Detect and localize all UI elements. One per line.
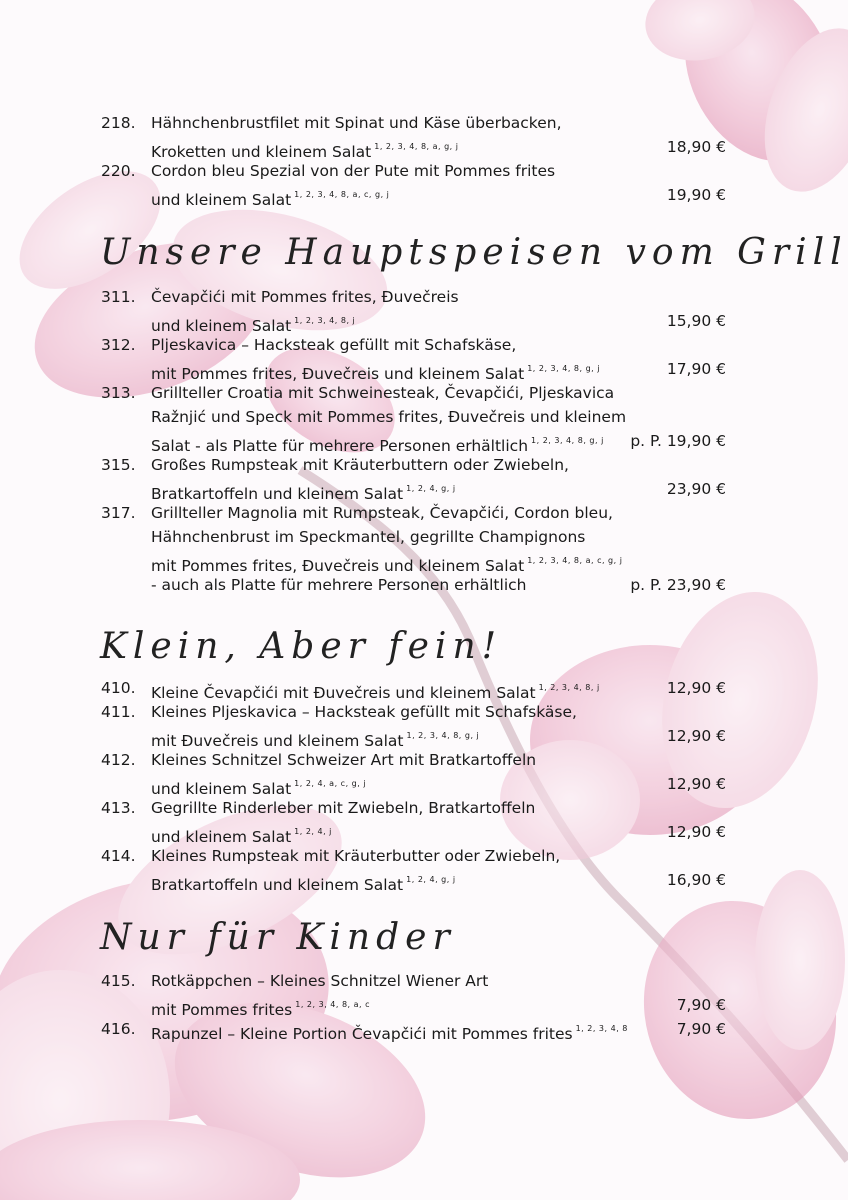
item-price: 15,90 € <box>666 312 726 330</box>
section-heading: Nur für Kinder <box>100 917 456 958</box>
item-price: 19,90 € <box>666 186 726 204</box>
item-number: 410. <box>101 679 136 697</box>
item-description-line: Gegrillte Rinderleber mit Zwiebeln, Bratkartoffeln <box>151 799 536 817</box>
item-price: 12,90 € <box>666 727 726 745</box>
item-description-line: mit Pommes frites, Đuvečreis und kleinem Salat $^{1, 2, 3, 4, 8, g, j}$ <box>151 364 600 383</box>
item-description-line: Bratkartoffeln und kleinem Salat $^{1, 2, 4, g, j}$ <box>151 484 456 503</box>
item-price: p. P. 23,90 € <box>630 576 726 594</box>
allergen-codes: 1, 2, 3, 4, 8, a, c, g, j <box>294 190 390 199</box>
allergen-codes: 1, 2, 4, a, c, g, j <box>294 779 367 788</box>
item-number: 416. <box>101 1020 136 1038</box>
item-description-line: Rotkäppchen – Kleines Schnitzel Wiener Art <box>151 972 489 990</box>
item-description-line: Kroketten und kleinem Salat $^{1, 2, 3, 4, 8, a, g, j}$ <box>151 142 459 161</box>
item-number: 311. <box>101 288 136 306</box>
allergen-codes: 1, 2, 3, 4, 8, j <box>538 683 600 692</box>
item-number: 317. <box>101 504 136 522</box>
item-description-line: und kleinem Salat $^{1, 2, 4, a, c, g, j}$ <box>151 779 367 798</box>
item-description-line: mit Pommes frites $^{1, 2, 3, 4, 8, a, c}$ <box>151 1000 371 1019</box>
item-description-line: Kleines Schnitzel Schweizer Art mit Bratkartoffeln <box>151 751 537 769</box>
allergen-codes: 1, 2, 3, 4, 8, g, j <box>406 731 480 740</box>
item-number: 412. <box>101 751 136 769</box>
item-number: 312. <box>101 336 136 354</box>
item-price: 16,90 € <box>666 871 726 889</box>
item-description-line: Kleines Rumpsteak mit Kräuterbutter oder Zwiebeln, <box>151 847 561 865</box>
allergen-codes: 1, 2, 4, g, j <box>406 875 456 884</box>
item-price: p. P. 19,90 € <box>630 432 726 450</box>
item-price: 12,90 € <box>666 775 726 793</box>
item-price: 12,90 € <box>666 679 726 697</box>
item-description-line: Ražnjić und Speck mit Pommes frites, Đuvečreis und kleinem <box>151 408 627 426</box>
allergen-codes: 1, 2, 4, g, j <box>406 484 456 493</box>
item-number: 220. <box>101 162 136 180</box>
item-description-line: Salat - als Platte für mehrere Personen erhältlich $^{1, 2, 3, 4, 8, g, j}$ <box>151 436 604 455</box>
item-number: 413. <box>101 799 136 817</box>
item-number: 411. <box>101 703 136 721</box>
item-price: 17,90 € <box>666 360 726 378</box>
item-description-line: Cordon bleu Spezial von der Pute mit Pommes frites <box>151 162 556 180</box>
item-description-line: und kleinem Salat $^{1, 2, 4, j}$ <box>151 827 332 846</box>
item-description-line: - auch als Platte für mehrere Personen erhältlich <box>151 576 527 594</box>
allergen-codes: 1, 2, 3, 4, 8 <box>575 1024 628 1033</box>
item-price: 7,90 € <box>676 1020 726 1038</box>
item-description-line: Bratkartoffeln und kleinem Salat $^{1, 2, 4, g, j}$ <box>151 875 456 894</box>
item-number: 415. <box>101 972 136 990</box>
item-description-line: Kleines Pljeskavica – Hacksteak gefüllt mit Schafskäse, <box>151 703 577 721</box>
item-number: 414. <box>101 847 136 865</box>
item-price: 18,90 € <box>666 138 726 156</box>
section-heading: Unsere Hauptspeisen vom Grill <box>100 232 848 273</box>
item-description-line: und kleinem Salat $^{1, 2, 3, 4, 8, j}$ <box>151 316 356 335</box>
allergen-codes: 1, 2, 3, 4, 8, a, g, j <box>374 142 459 151</box>
item-description-line: mit Đuvečreis und kleinem Salat $^{1, 2, 3, 4, 8, g, j}$ <box>151 731 480 750</box>
item-description-line: Čevapčići mit Pommes frites, Đuvečreis <box>151 288 459 306</box>
item-description-line: Großes Rumpsteak mit Kräuterbuttern oder Zwiebeln, <box>151 456 569 474</box>
allergen-codes: 1, 2, 3, 4, 8, g, j <box>527 364 600 373</box>
allergen-codes: 1, 2, 3, 4, 8, g, j <box>531 436 604 445</box>
item-number: 218. <box>101 114 136 132</box>
item-description-line: Hähnchenbrustfilet mit Spinat und Käse überbacken, <box>151 114 562 132</box>
allergen-codes: 1, 2, 3, 4, 8, a, c <box>295 1000 371 1009</box>
item-description-line: Kleine Čevapčići mit Đuvečreis und kleinem Salat $^{1, 2, 3, 4, 8, j}$ <box>151 683 600 702</box>
allergen-codes: 1, 2, 3, 4, 8, j <box>294 316 356 325</box>
allergen-codes: 1, 2, 4, j <box>294 827 332 836</box>
allergen-codes: 1, 2, 3, 4, 8, a, c, g, j <box>527 556 623 565</box>
item-description-line: Rapunzel – Kleine Portion Čevapčići mit Pommes frites $^{1, 2, 3, 4, 8}$ <box>151 1024 628 1043</box>
item-description-line: Hähnchenbrust im Speckmantel, gegrillte Champignons <box>151 528 586 546</box>
section-heading: Klein, Aber fein! <box>100 626 503 667</box>
item-number: 315. <box>101 456 136 474</box>
item-price: 7,90 € <box>676 996 726 1014</box>
item-number: 313. <box>101 384 136 402</box>
item-description-line: Grillteller Magnolia mit Rumpsteak, Čevapčići, Cordon bleu, <box>151 504 613 522</box>
item-price: 23,90 € <box>666 480 726 498</box>
item-price: 12,90 € <box>666 823 726 841</box>
item-description-line: Grillteller Croatia mit Schweinesteak, Čevapčići, Pljeskavica <box>151 384 615 402</box>
item-description-line: Pljeskavica – Hacksteak gefüllt mit Schafskäse, <box>151 336 517 354</box>
item-description-line: und kleinem Salat $^{1, 2, 3, 4, 8, a, c, g, j}$ <box>151 190 390 209</box>
item-description-line: mit Pommes frites, Đuvečreis und kleinem Salat $^{1, 2, 3, 4, 8, a, c, g, j}$ <box>151 556 623 575</box>
